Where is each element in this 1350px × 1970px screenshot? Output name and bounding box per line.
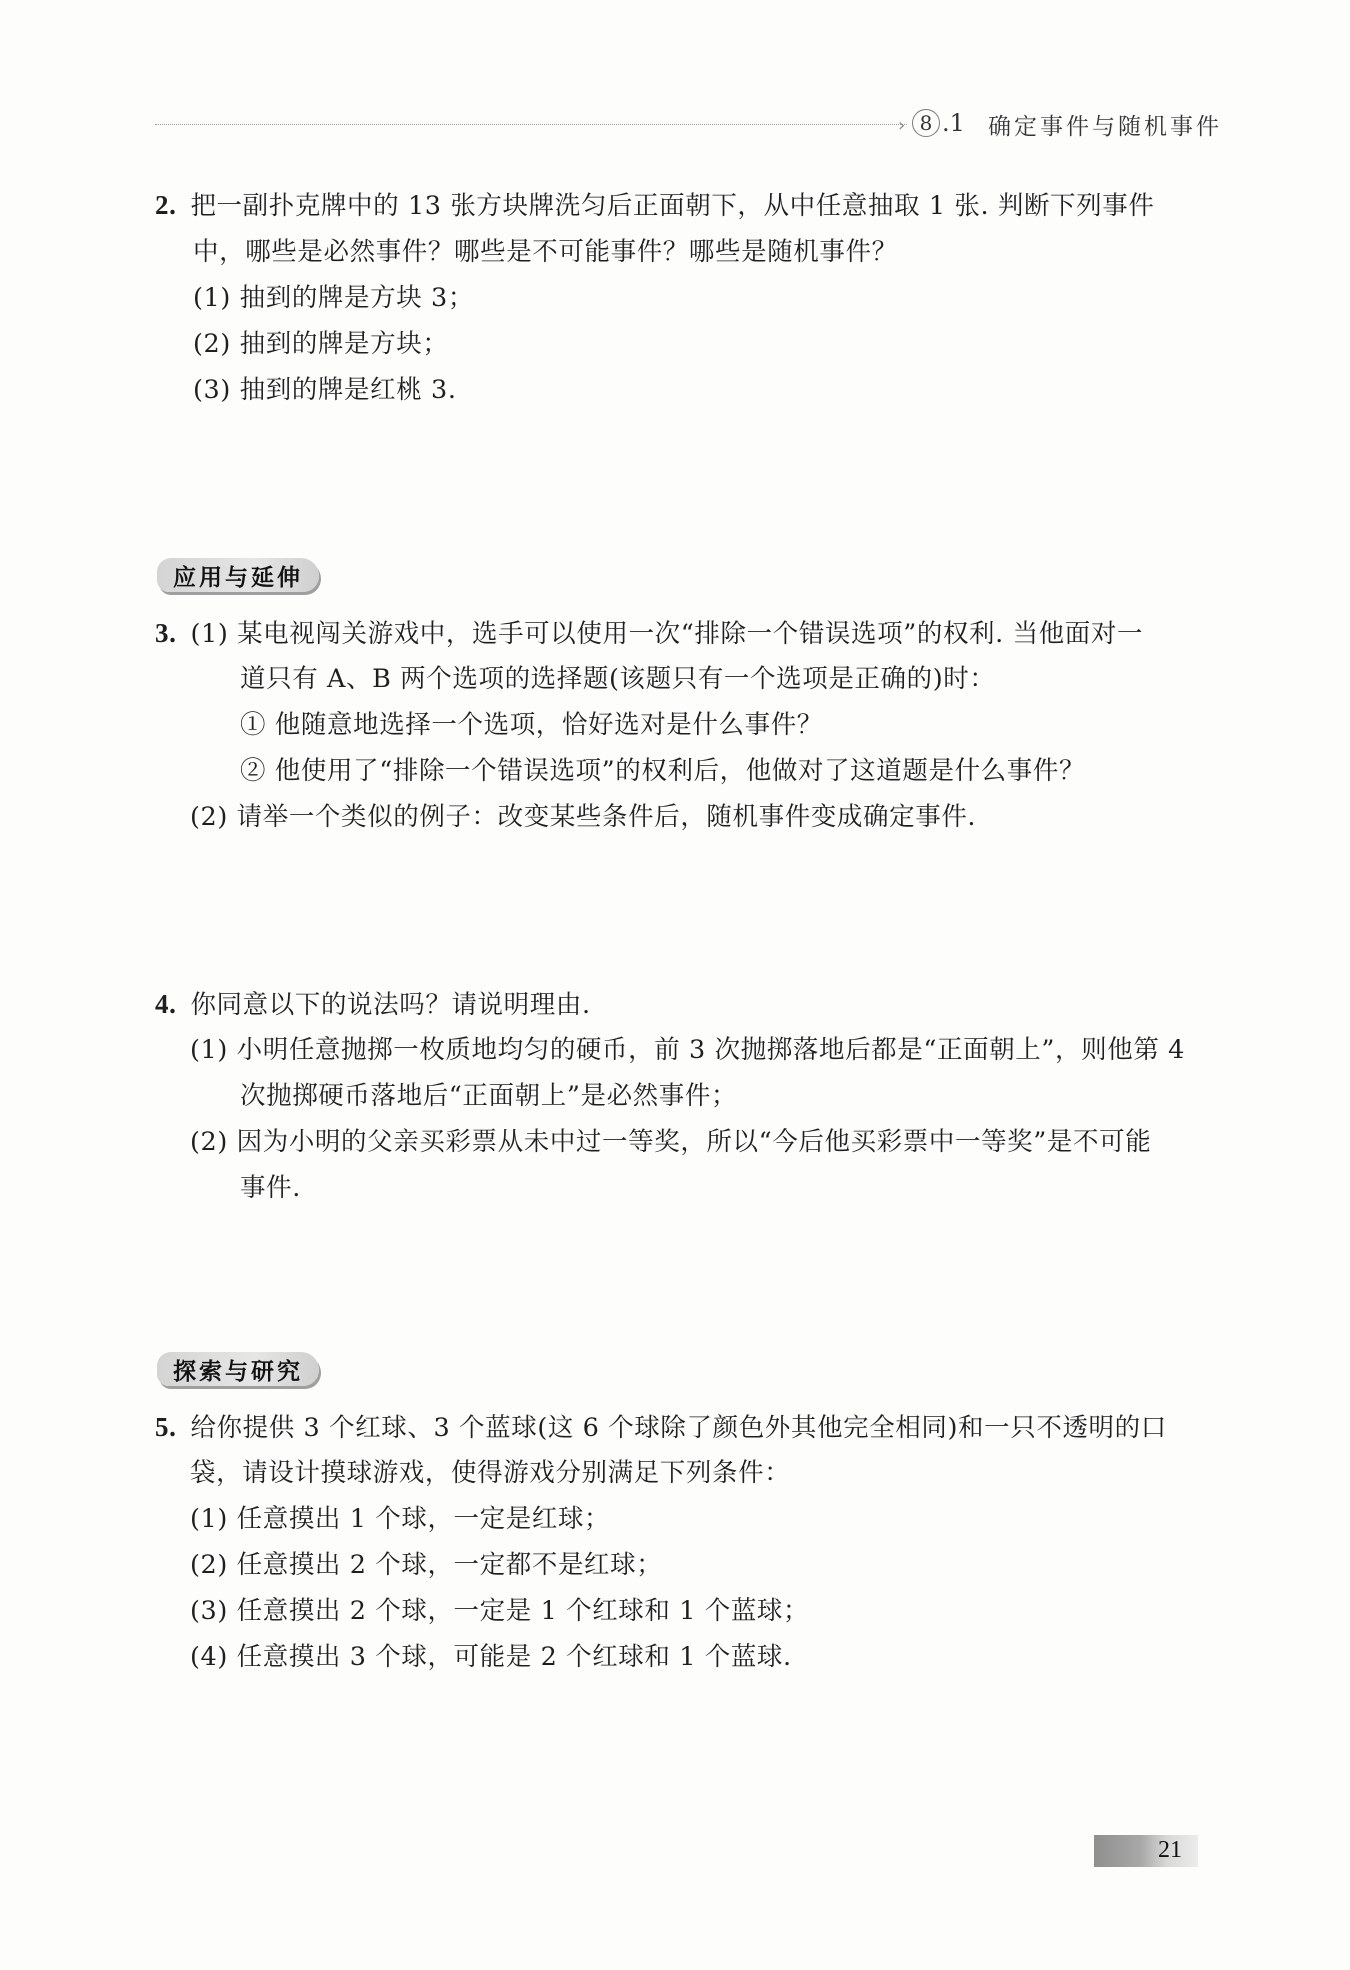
page-number-tab bbox=[1094, 1835, 1198, 1867]
question-5-line-2: 袋，请设计摸球游戏，使得游戏分别满足下列条件： bbox=[190, 1458, 791, 1488]
question-3-sub-2: ② 他使用了“排除一个错误选项”的权利后，他做对了这道题是什么事件？ bbox=[240, 756, 1086, 786]
question-4-part-1-line-1: (1) 小明任意抛掷一枚质地均匀的硬币，前 3 次抛掷落地后都是“正面朝上”，则他第 4 bbox=[190, 1035, 1185, 1065]
question-5-item-3: (3) 任意摸出 2 个球，一定是 1 个红球和 1 个蓝球； bbox=[190, 1596, 810, 1626]
question-number: 5. bbox=[155, 1412, 177, 1442]
page-number: 21 bbox=[1158, 1837, 1182, 1863]
question-number: 2. bbox=[155, 190, 177, 220]
question-3-sub-1: ① 他随意地选择一个选项，恰好选对是什么事件？ bbox=[240, 710, 823, 740]
header-section-number bbox=[912, 108, 965, 138]
section-number-circle: 8 bbox=[912, 109, 940, 137]
question-3-part-2: (2) 请举一个类似的例子：改变某些条件后，随机事件变成确定事件. bbox=[190, 802, 977, 832]
header-title: 确定事件与随机事件 bbox=[988, 114, 1222, 140]
header-dotted-rule bbox=[155, 124, 907, 125]
question-5-line-1 bbox=[155, 1410, 1167, 1445]
question-2-item-2: (2) 抽到的牌是方块； bbox=[193, 329, 449, 359]
question-text: 你同意以下的说法吗？请说明理由. bbox=[190, 990, 591, 1020]
question-text: 把一副扑克牌中的 13 张方块牌洗匀后正面朝下，从中任意抽取 1 张. 判断下列事件 bbox=[190, 191, 1155, 221]
section-number-suffix: .1 bbox=[942, 109, 965, 137]
question-5-item-2: (2) 任意摸出 2 个球，一定都不是红球； bbox=[190, 1550, 663, 1580]
question-2-line-1 bbox=[155, 188, 1154, 223]
question-text: 给你提供 3 个红球、3 个蓝球(这 6 个球除了颜色外其他完全相同)和一只不透明的口 bbox=[190, 1413, 1167, 1443]
question-5-item-1: (1) 任意摸出 1 个球，一定是红球； bbox=[190, 1504, 611, 1534]
question-text: (1) 某电视闯关游戏中，选手可以使用一次“排除一个错误选项”的权利. 当他面对一 bbox=[190, 619, 1144, 649]
question-number: 3. bbox=[155, 618, 177, 648]
question-number: 4. bbox=[155, 989, 177, 1019]
header-arrow-icon: › bbox=[898, 115, 906, 136]
question-4-part-2-line-1: (2) 因为小明的父亲买彩票从未中过一等奖，所以“今后他买彩票中一等奖”是不可能 bbox=[190, 1127, 1152, 1157]
question-2-item-1: (1) 抽到的牌是方块 3； bbox=[193, 283, 474, 313]
question-2-item-3: (3) 抽到的牌是红桃 3. bbox=[193, 375, 457, 405]
section-banner-explore: 探索与研究 bbox=[157, 1352, 319, 1386]
question-3-line-1 bbox=[155, 616, 1143, 651]
question-4-part-1-line-2: 次抛掷硬币落地后“正面朝上”是必然事件； bbox=[240, 1081, 738, 1111]
section-banner-apply: 应用与延伸 bbox=[157, 558, 319, 592]
question-4-line-1 bbox=[155, 987, 591, 1022]
question-4-part-2-line-2: 事件. bbox=[240, 1173, 301, 1203]
question-5-item-4: (4) 任意摸出 3 个球，可能是 2 个红球和 1 个蓝球. bbox=[190, 1642, 792, 1672]
question-2-line-2: 中，哪些是必然事件？哪些是不可能事件？哪些是随机事件？ bbox=[193, 237, 898, 267]
question-3-line-2: 道只有 A、B 两个选项的选择题(该题只有一个选项是正确的)时： bbox=[240, 664, 996, 694]
